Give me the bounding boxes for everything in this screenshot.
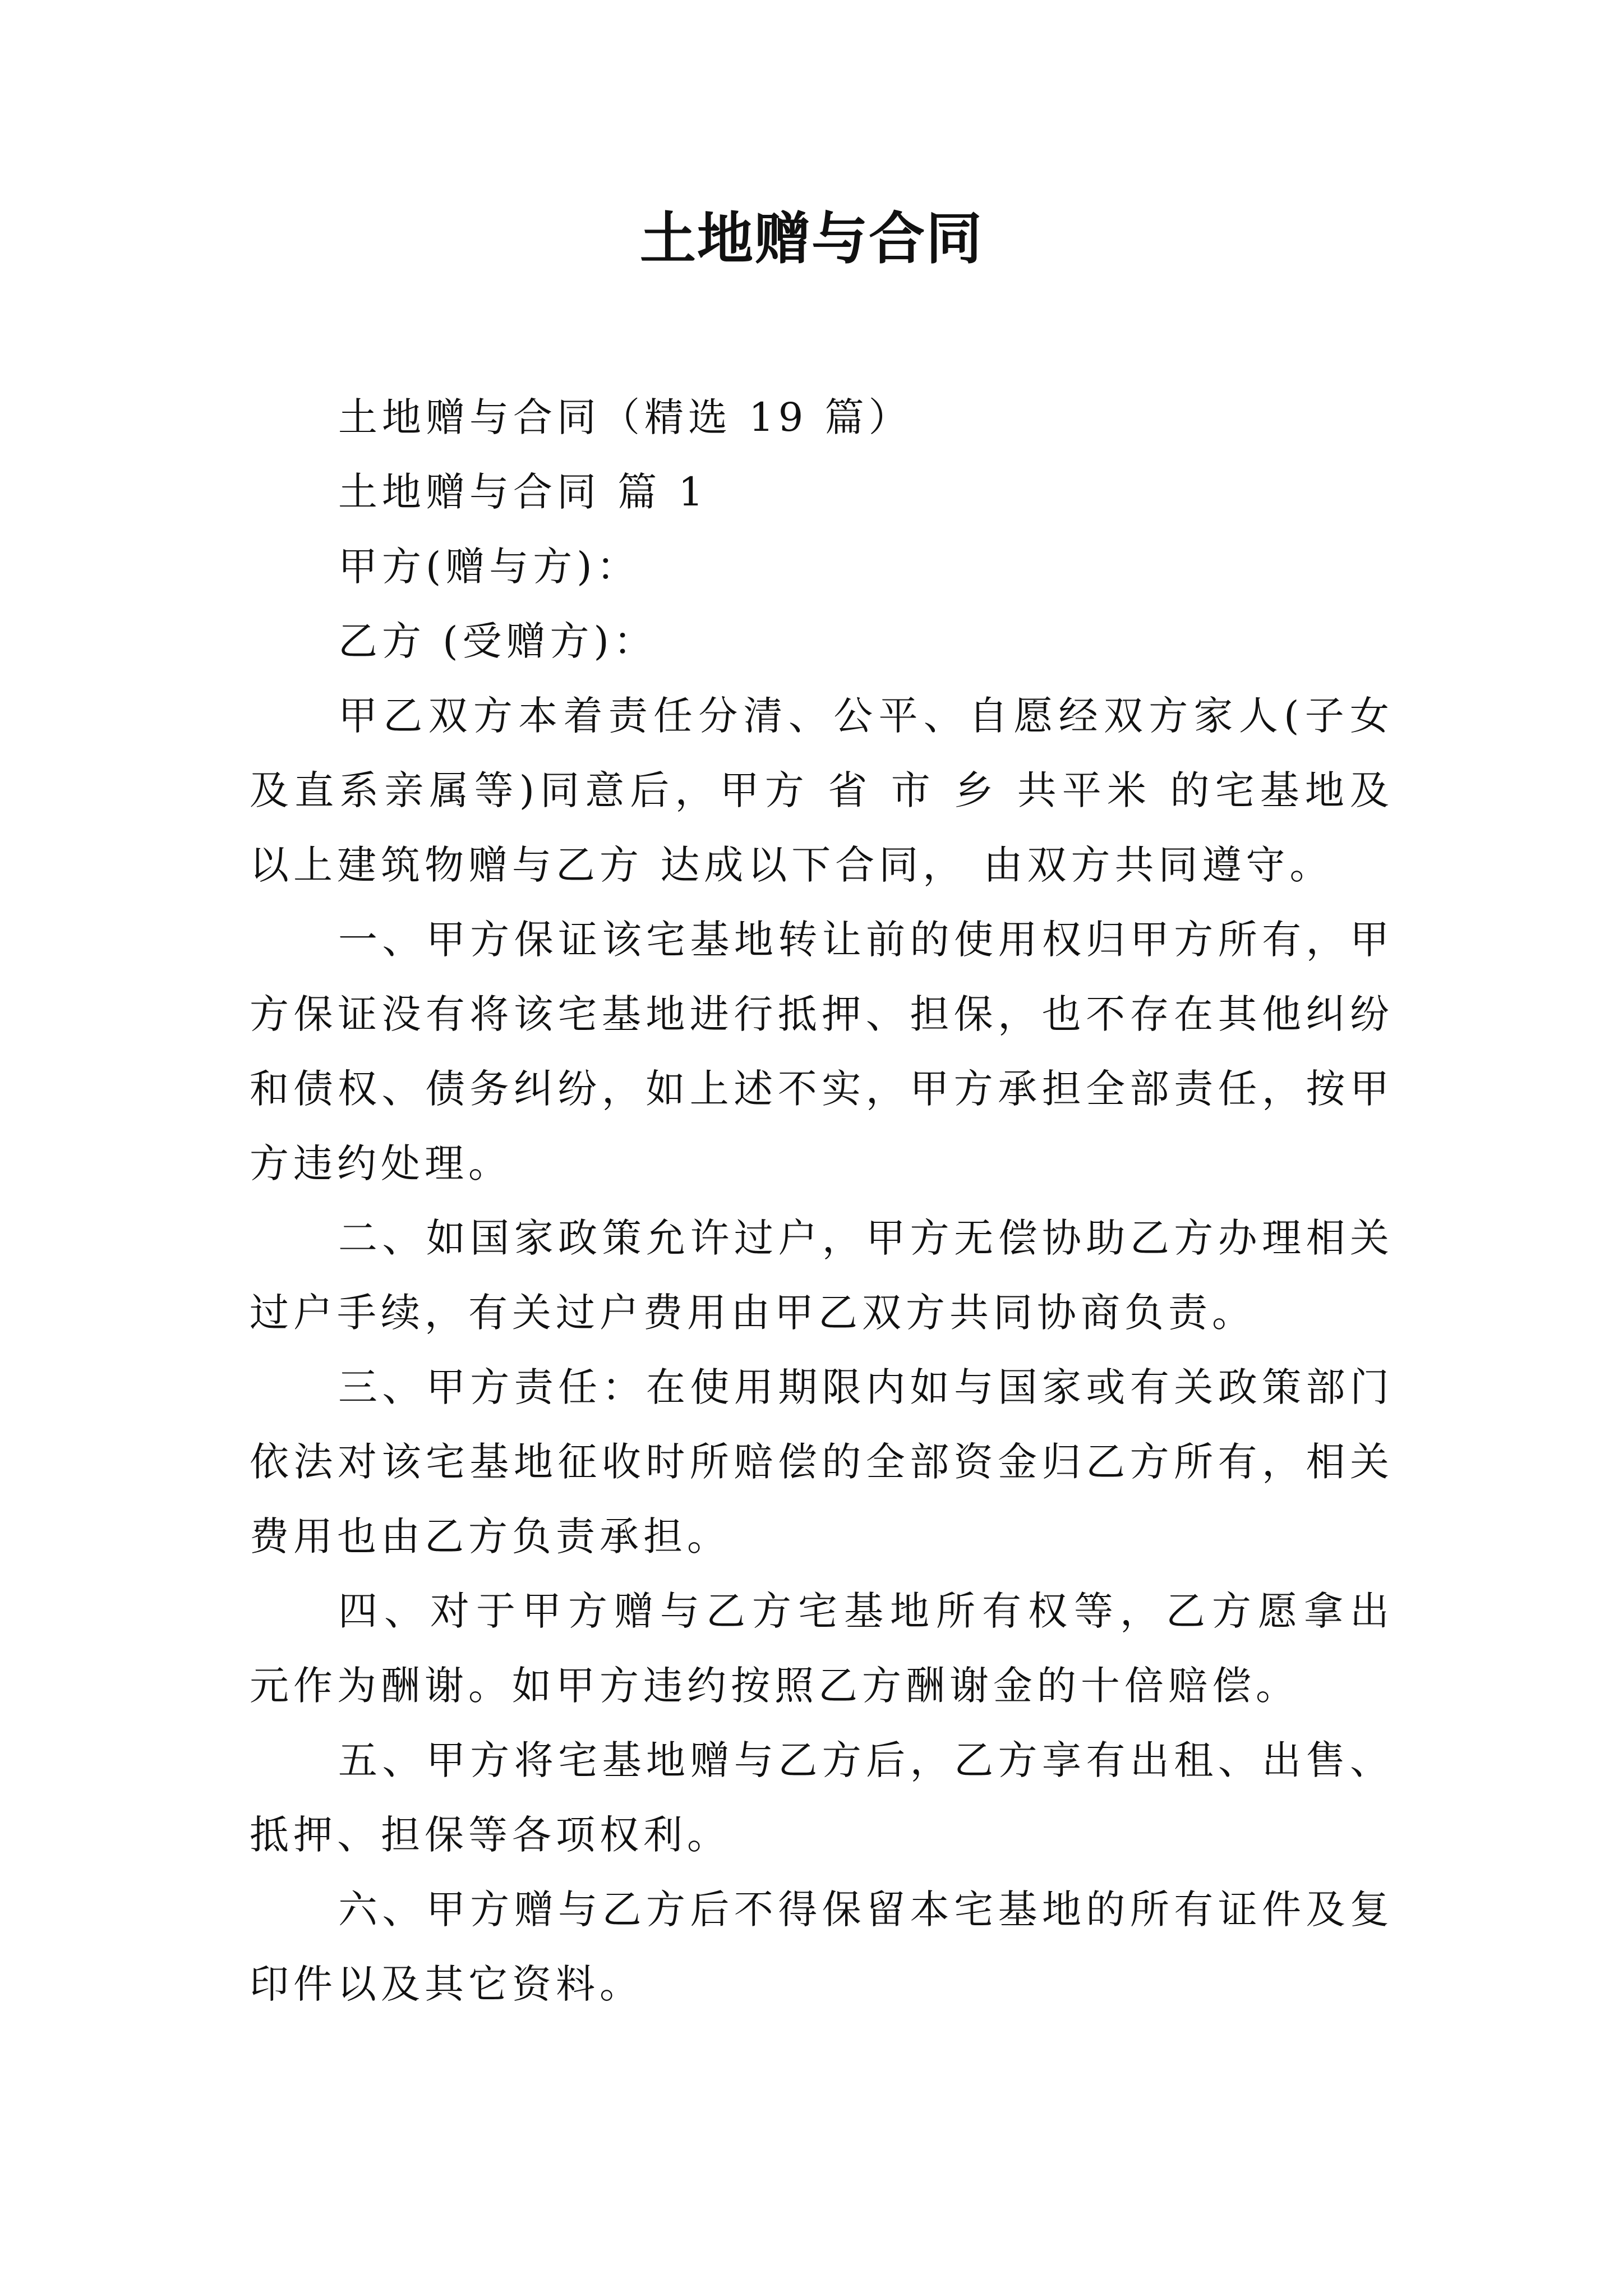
clause-1-line-4: 方违约处理。	[250, 1140, 512, 1186]
party-a-line: 甲方(赠与方)：	[338, 544, 640, 590]
clause-2-line-2: 过户手续，有关过户费用由甲乙双方共同协商负责。	[250, 1290, 1256, 1336]
clause-1-line-1: 一、甲方保证该宅基地转让前的使用权归甲方所有，甲	[338, 917, 1394, 963]
paragraph-intro-line-1: 甲乙双方本着责任分清、公平、自愿经双方家人(子女	[338, 693, 1394, 739]
clause-5-line-2: 抵押、担保等各项权利。	[250, 1812, 731, 1858]
party-b-line: 乙方 (受赠方)：	[338, 618, 657, 664]
clause-1-line-2: 方保证没有将该宅基地进行抵押、担保，也不存在其他纠纷	[250, 991, 1394, 1037]
clause-3-line-2: 依法对该宅基地征收时所赔偿的全部资金归乙方所有，相关	[250, 1439, 1394, 1485]
clause-2-line-1: 二、如国家政策允许过户，甲方无偿协助乙方办理相关	[338, 1215, 1394, 1261]
paragraph-intro-line-2: 及直系亲属等)同意后，甲方 省 市 乡 共平米 的宅基地及	[250, 767, 1394, 813]
clause-1-line-3: 和债权、债务纠纷，如上述不实，甲方承担全部责任，按甲	[250, 1066, 1394, 1112]
clause-4-line-2: 元作为酬谢。如甲方违约按照乙方酬谢金的十倍赔偿。	[250, 1663, 1299, 1709]
paragraph-intro-line-3: 以上建筑物赠与乙方 达成以下合同， 由双方共同遵守。	[250, 842, 1334, 888]
subtitle-line: 土地赠与合同（精选 19 篇）	[338, 394, 912, 440]
section-heading: 土地赠与合同 篇 1	[338, 469, 708, 515]
document-title: 土地赠与合同	[640, 205, 983, 272]
clause-6-line-1: 六、甲方赠与乙方后不得保留本宅基地的所有证件及复	[338, 1887, 1394, 1932]
clause-5-line-1: 五、甲方将宅基地赠与乙方后，乙方享有出租、出售、	[338, 1737, 1394, 1783]
clause-4-line-1: 四、对于甲方赠与乙方宅基地所有权等，乙方愿拿出	[338, 1588, 1394, 1634]
clause-3-line-1: 三、甲方责任：在使用期限内如与国家或有关政策部门	[338, 1364, 1394, 1410]
clause-3-line-3: 费用也由乙方负责承担。	[250, 1513, 731, 1559]
clause-6-line-2: 印件以及其它资料。	[250, 1961, 643, 2007]
document-body	[250, 380, 1394, 2022]
